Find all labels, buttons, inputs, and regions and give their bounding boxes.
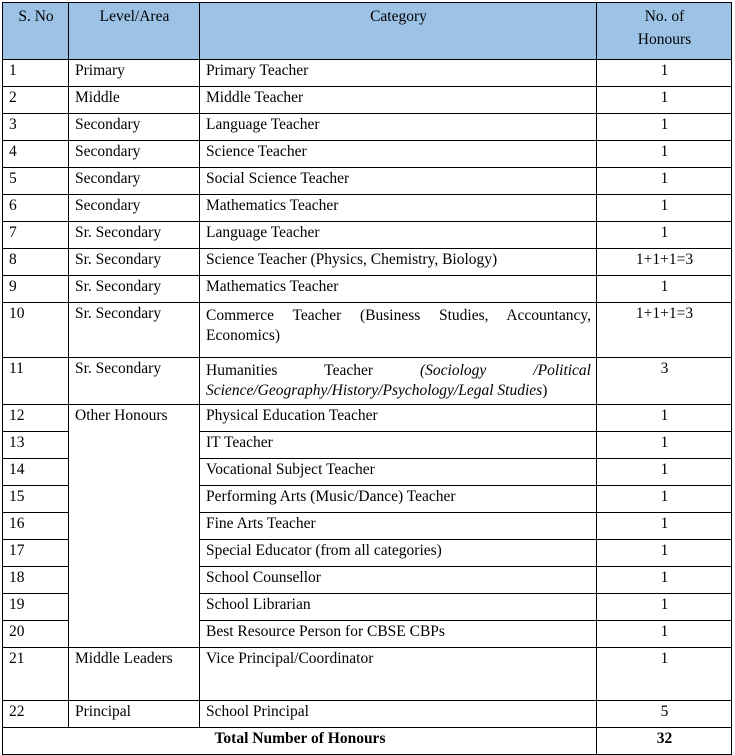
cell-category-italic-text: (Sociology /Political Science/Geography/History/Psychology/Legal Studies [206,362,591,399]
cell-category: Primary Teacher [200,60,597,87]
cell-category: Vice Principal/Coordinator [200,647,597,700]
cell-no-of-honours: 1 [597,222,732,249]
table-row [3,87,732,114]
cell-no-of-honours: 1 [597,593,732,620]
cell-no-of-honours: 1 [597,431,732,458]
table-total-row [3,727,732,754]
total-value: 32 [597,727,732,754]
table-row [3,700,732,727]
cell-no-of-honours: 1+1+1=3 [597,249,732,276]
cell-serial-number: 5 [3,168,69,195]
cell-no-of-honours: 1 [597,60,732,87]
table-row [3,141,732,168]
cell-serial-number: 1 [3,60,69,87]
cell-serial-number: 20 [3,620,69,647]
table-row [3,404,732,431]
cell-level-area: Secondary [69,114,200,141]
cell-category: Commerce Teacher (Business Studies, Accountancy, Economics) [200,303,597,358]
cell-no-of-honours: 1 [597,647,732,700]
cell-level-area: Sr. Secondary [69,303,200,358]
cell-serial-number: 13 [3,431,69,458]
table-row [3,222,732,249]
cell-no-of-honours: 1 [597,539,732,566]
cell-serial-number: 16 [3,512,69,539]
cell-level-area: Primary [69,60,200,87]
cell-level-area: Sr. Secondary [69,222,200,249]
cell-serial-number: 17 [3,539,69,566]
table-row [3,114,732,141]
table-row [3,358,732,405]
column-header-category: Category [200,3,597,60]
table-body [3,60,732,755]
cell-category-plain-text: Humanities Teacher [206,362,421,379]
cell-level-area: Secondary [69,195,200,222]
cell-no-of-honours: 1 [597,168,732,195]
table-row [3,303,732,358]
cell-no-of-honours: 1 [597,485,732,512]
cell-category: Middle Teacher [200,87,597,114]
cell-category: Language Teacher [200,114,597,141]
cell-level-area: Principal [69,700,200,727]
cell-level-area: Middle Leaders [69,647,200,700]
cell-serial-number: 21 [3,647,69,700]
cell-serial-number: 10 [3,303,69,358]
cell-serial-number: 2 [3,87,69,114]
cell-serial-number: 14 [3,458,69,485]
cell-no-of-honours: 1 [597,114,732,141]
table-row [3,276,732,303]
cell-category: Mathematics Teacher [200,276,597,303]
cell-category: Vocational Subject Teacher [200,458,597,485]
cell-no-of-honours: 1 [597,404,732,431]
cell-category: School Principal [200,700,597,727]
column-header-level-area: Level/Area [69,3,200,60]
cell-no-of-honours: 1 [597,141,732,168]
cell-category: Mathematics Teacher [200,195,597,222]
table-row [3,195,732,222]
column-header-no-of-honours [597,3,732,60]
cell-no-of-honours: 1 [597,195,732,222]
cell-category: IT Teacher [200,431,597,458]
cell-category [200,358,597,405]
cell-serial-number: 11 [3,358,69,405]
column-header-no-of-honours-line1: No. of [644,8,685,25]
cell-category-tail-text: ) [542,381,548,399]
table-row [3,249,732,276]
cell-no-of-honours: 3 [597,358,732,405]
table-row [3,647,732,700]
cell-level-area: Middle [69,87,200,114]
table-row [3,168,732,195]
cell-no-of-honours: 1 [597,276,732,303]
cell-serial-number: 9 [3,276,69,303]
cell-category: Fine Arts Teacher [200,512,597,539]
cell-no-of-honours: 1 [597,512,732,539]
cell-level-area-other-honours: Other Honours [69,404,200,647]
cell-level-area: Sr. Secondary [69,358,200,405]
total-label: Total Number of Honours [3,727,597,754]
cell-level-area: Sr. Secondary [69,276,200,303]
cell-no-of-honours: 1+1+1=3 [597,303,732,358]
cell-category: Physical Education Teacher [200,404,597,431]
column-header-no-of-honours-line2: Honours [637,31,692,49]
cell-serial-number: 22 [3,700,69,727]
honours-table-container [2,2,731,755]
column-header-serial-number: S. No [3,3,69,60]
cell-serial-number: 18 [3,566,69,593]
cell-serial-number: 3 [3,114,69,141]
cell-serial-number: 8 [3,249,69,276]
cell-no-of-honours: 1 [597,620,732,647]
cell-serial-number: 6 [3,195,69,222]
table-header [3,3,732,60]
cell-serial-number: 15 [3,485,69,512]
cell-category: Social Science Teacher [200,168,597,195]
cell-no-of-honours: 1 [597,566,732,593]
cell-category: Science Teacher [200,141,597,168]
cell-serial-number: 12 [3,404,69,431]
table-row [3,60,732,87]
header-row [3,3,732,60]
cell-category: Language Teacher [200,222,597,249]
cell-no-of-honours: 1 [597,458,732,485]
cell-level-area: Sr. Secondary [69,249,200,276]
cell-category: School Librarian [200,593,597,620]
honours-table [2,2,732,755]
cell-category: Science Teacher (Physics, Chemistry, Biology) [200,249,597,276]
cell-serial-number: 7 [3,222,69,249]
cell-category: Performing Arts (Music/Dance) Teacher [200,485,597,512]
cell-category: School Counsellor [200,566,597,593]
cell-serial-number: 19 [3,593,69,620]
cell-serial-number: 4 [3,141,69,168]
cell-level-area: Secondary [69,168,200,195]
cell-no-of-honours: 5 [597,700,732,727]
cell-level-area: Secondary [69,141,200,168]
cell-category: Best Resource Person for CBSE CBPs [200,620,597,647]
cell-no-of-honours: 1 [597,87,732,114]
cell-category: Special Educator (from all categories) [200,539,597,566]
